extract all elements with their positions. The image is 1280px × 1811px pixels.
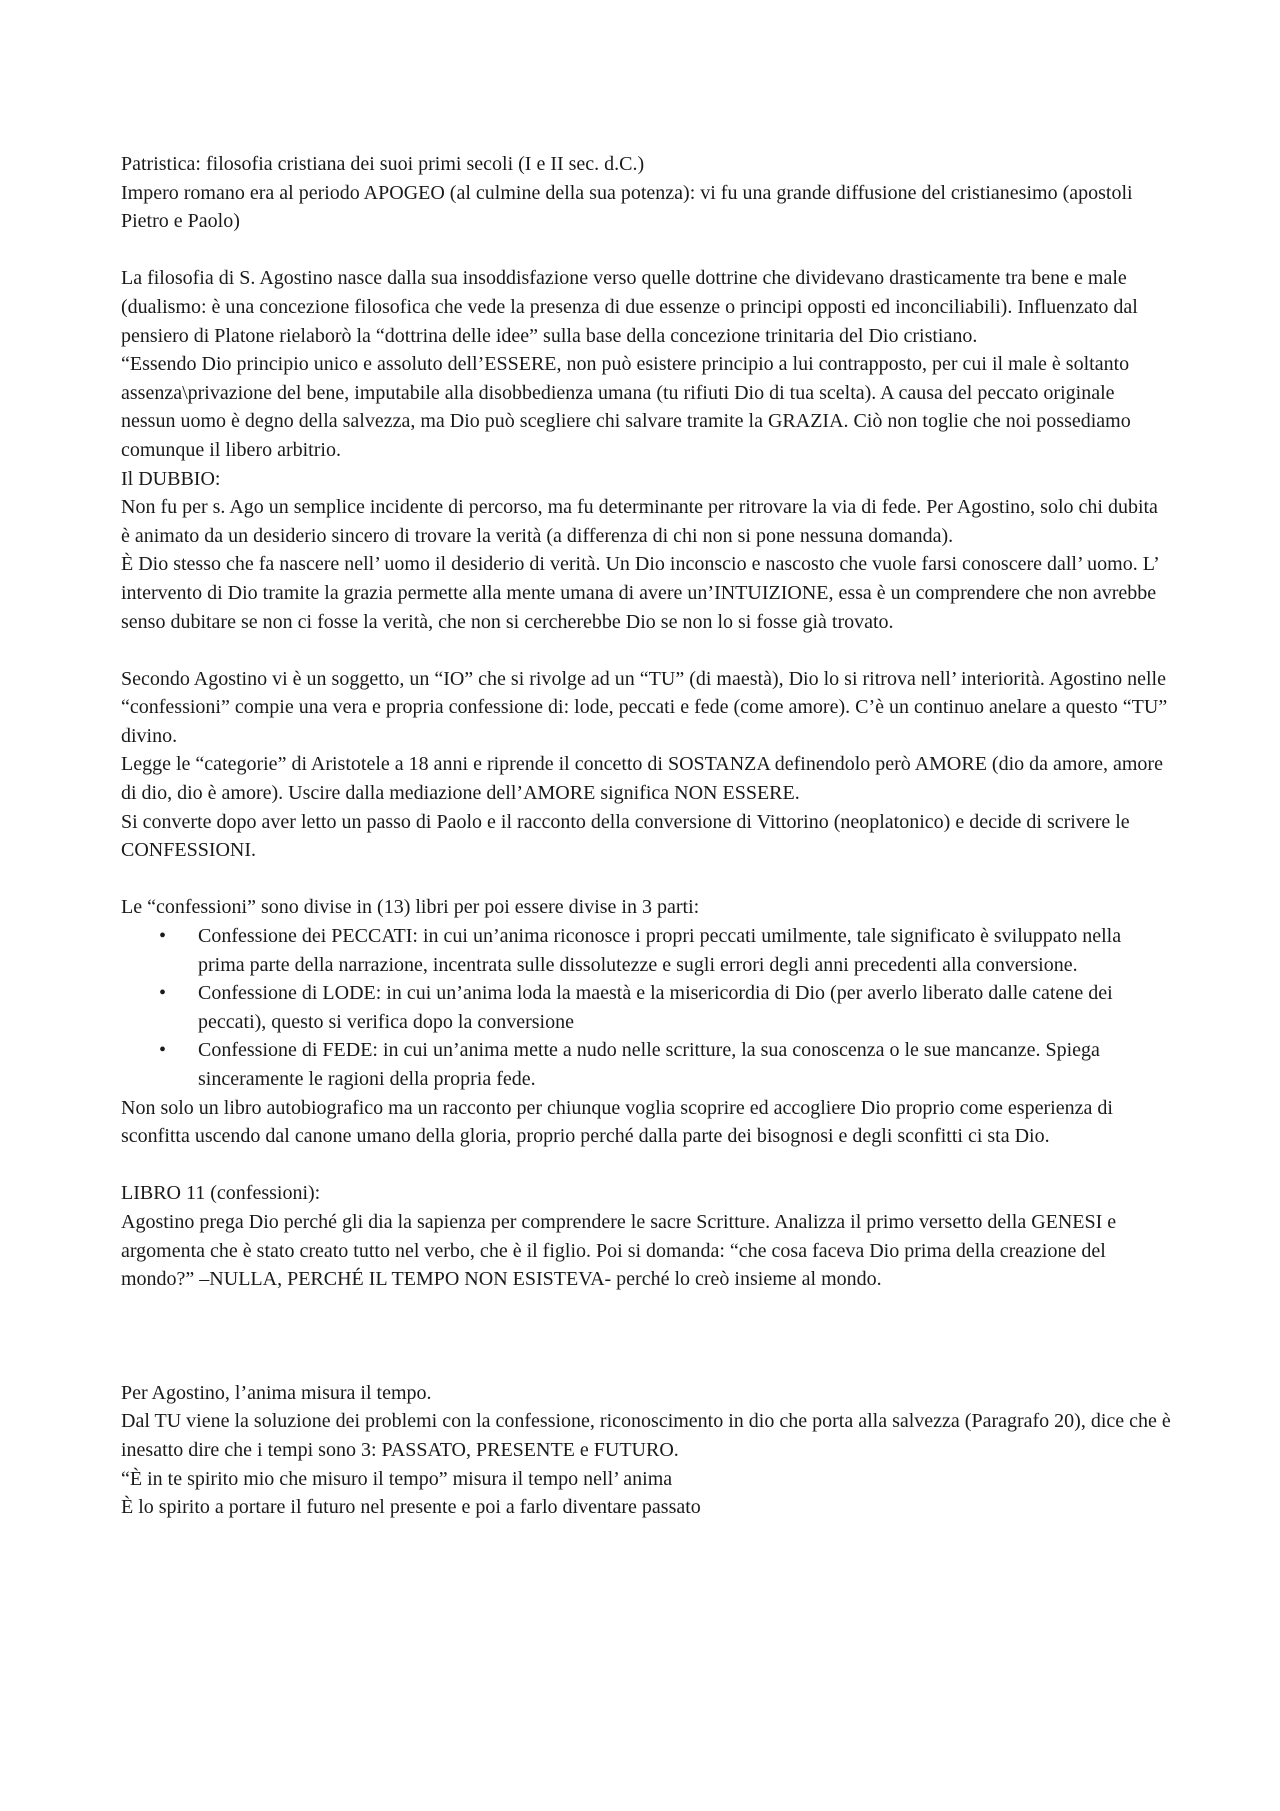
paragraph-dio-stesso: È Dio stesso che fa nascere nell’ uomo il desiderio di verità. Un Dio inconscio e nascosto che vuole farsi conoscere dall’ uomo. L’ intervento di Dio tramite la grazia permette alla mente umana di avere un’INTUIZIONE, essa è un comprendere che non avrebbe senso dubitare se non ci fosse la verità, che non si cercherebbe Dio se non lo si fosse già trovato. [121, 553, 1159, 633]
heading-dubbio: Il DUBBIO: [121, 467, 221, 490]
list-item: • Confessione di LODE: in cui un’anima loda la maestà e la misericordia di Dio (per averlo liberato dalle catene dei peccati), questo si verifica dopo la conversione [198, 979, 1171, 1036]
paragraph-dal-tu: Dal TU viene la soluzione dei problemi con la confessione, riconoscimento in dio che porta alla salvezza (Paragrafo 20), dice che è inesatto dire che i tempi sono 3: PASSATO, PRESENTE e FUTURO. [121, 1410, 1171, 1461]
paragraph-spirito-futuro: È lo spirito a portare il futuro nel presente e poi a farlo diventare passato [121, 1496, 701, 1519]
paragraph-confessioni-intro: Le “confessioni” sono divise in (13) libri per poi essere divise in 3 parti: [121, 896, 700, 919]
confessioni-list [121, 922, 1171, 1094]
paragraph-dubbio: Non fu per s. Ago un semplice incidente di percorso, ma fu determinante per ritrovare la via di fede. Per Agostino, solo chi dubita è animato da un desiderio sincero di trovare la verità (a differenza di chi non si pone nessuna domanda). [121, 496, 1158, 547]
paragraph-libro-11: Agostino prega Dio perché gli dia la sapienza per comprendere le sacre Scritture. Analizza il primo versetto della GENESI e argomenta che è stato creato tutto nel verbo, che è il figlio. Poi si domanda: “che cosa faceva Dio prima della creazione del mondo?” –NULLA, PERCHÉ IL TEMPO NON ESISTEVA- perché lo creò insieme al mondo. [121, 1210, 1117, 1291]
paragraph-categorie: Legge le “categorie” di Aristotele a 18 anni e riprende il concetto di SOSTANZA definendolo però AMORE (dio da amore, amore di dio, dio è amore). Uscire dalla mediazione dell’AMORE significa NON ESSERE. [121, 753, 1163, 805]
spacer [121, 636, 1171, 665]
spacer [121, 236, 1171, 265]
paragraph-conversione: Si converte dopo aver letto un passo di Paolo e il racconto della conversione di Vittorino (neoplatonico) e decide di scrivere le CONFESSIONI. [121, 810, 1130, 862]
paragraph-essendo-dio: “Essendo Dio principio unico e assoluto dell’ESSERE, non può esistere principio a lui contrapposto, per cui il male è soltanto assenza\privazione del bene, imputabile alla disobbedienza umana (tu rifiuti Dio di tua scelta). A causa del peccato originale nessun uomo è degno della salvezza, ma Dio può scegliere chi salvare tramite la GRAZIA. Ciò non toglie che noi possediamo comunque il libero arbitrio. [121, 353, 1131, 461]
spacer [121, 865, 1171, 894]
paragraph-patristica: Patristica: filosofia cristiana dei suoi primi secoli (I e II sec. d.C.) [121, 153, 645, 175]
paragraph-anima-tempo: Per Agostino, l’anima misura il tempo. [121, 1381, 432, 1404]
heading-libro-11: LIBRO 11 (confessioni): [121, 1182, 321, 1205]
paragraph-filosofia-agostino: La filosofia di S. Agostino nasce dalla sua insoddisfazione verso quelle dottrine che dividevano drasticamente tra bene e male (dualismo: è una concezione filosofica che vede la presenza di due essenze o principi opposti ed inconciliabili). Influenzato dal pensiero di Platone rielaborò la “dottrina delle idee” sulla base della concezione trinitaria del Dio cristiano. [121, 267, 1138, 347]
paragraph-io-tu: Secondo Agostino vi è un soggetto, un “IO” che si rivolge ad un “TU” (di maestà), Dio lo si ritrova nell’ interiorità. Agostino nelle “confessioni” compie una vera e propria confessione di: lode, peccati e fede (come amore). C’è un continuo anelare a questo “TU” divino. [121, 667, 1168, 747]
document-page [121, 150, 1171, 1522]
spacer [121, 1294, 1171, 1379]
paragraph-impero-romano: Impero romano era al periodo APOGEO (al culmine della sua potenza): vi fu una grande diffusione del cristianesimo (apostoli Pietro e Paolo) [121, 181, 1133, 233]
spacer [121, 1151, 1171, 1180]
list-item: • Confessione dei PECCATI: in cui un’anima riconosce i propri peccati umilmente, tale significato è sviluppato nella prima parte della narrazione, incentrata sulle dissolutezze e sugli errori degli anni precedenti alla conversione. [198, 922, 1171, 979]
paragraph-spirito-mio: “È in te spirito mio che misuro il tempo” misura il tempo nell’ anima [121, 1467, 673, 1490]
list-item: • Confessione di FEDE: in cui un’anima mette a nudo nelle scritture, la sua conoscenza o le sue mancanze. Spiega sinceramente le ragioni della propria fede. [198, 1036, 1171, 1093]
paragraph-autobiografico: Non solo un libro autobiografico ma un racconto per chiunque voglia scoprire ed accogliere Dio proprio come esperienza di sconfitta uscendo dal canone umano della gloria, proprio perché dalla parte dei bisognosi e degli sconfitti ci sta Dio. [121, 1096, 1113, 1148]
